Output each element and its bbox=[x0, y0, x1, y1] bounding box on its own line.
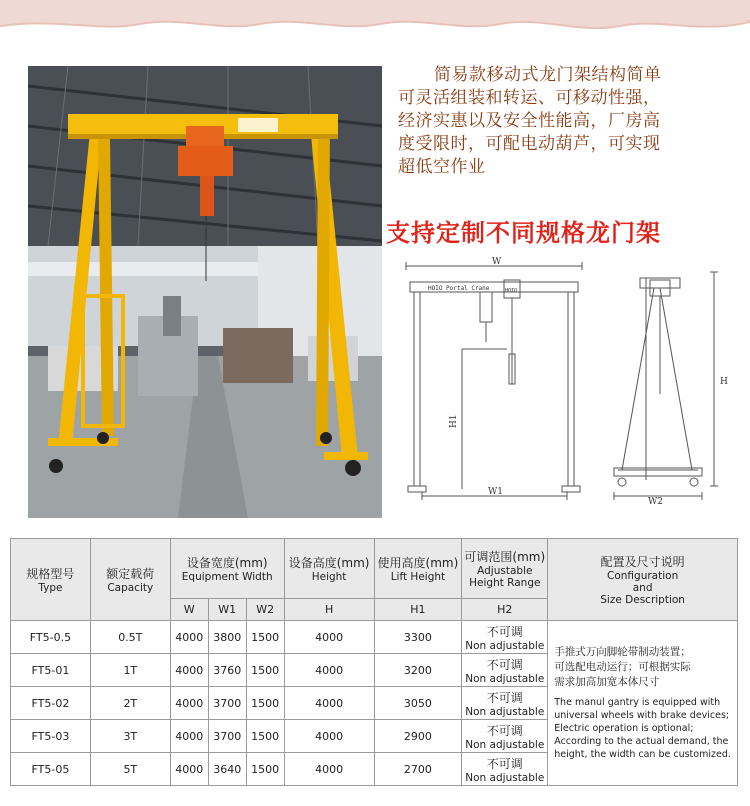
cell-capacity: 2T bbox=[90, 687, 170, 720]
cell-w2: 1500 bbox=[246, 621, 284, 654]
subheader-h2: H2 bbox=[462, 599, 548, 621]
cell-type: FT5-05 bbox=[11, 753, 91, 786]
cell-h: 4000 bbox=[284, 621, 374, 654]
cell-h2: 不可调 Non adjustable bbox=[462, 621, 548, 654]
cell-h: 4000 bbox=[284, 753, 374, 786]
dim-label-w2: W2 bbox=[648, 497, 663, 507]
subheader-w2: W2 bbox=[246, 599, 284, 621]
cell-h2: 不可调 Non adjustable bbox=[462, 654, 548, 687]
cell-type: FT5-0.5 bbox=[11, 621, 91, 654]
cell-w2: 1500 bbox=[246, 720, 284, 753]
cell-w1: 3760 bbox=[208, 654, 246, 687]
dim-label-h: H bbox=[720, 377, 728, 387]
cell-w: 4000 bbox=[170, 687, 208, 720]
cell-h2: 不可调 Non adjustable bbox=[462, 687, 548, 720]
beam-label: HOIO Portal Crane bbox=[428, 285, 490, 292]
cell-h: 4000 bbox=[284, 654, 374, 687]
header-capacity: 额定载荷 Capacity bbox=[90, 539, 170, 621]
customization-headline: 支持定制不同规格龙门架 bbox=[386, 219, 661, 247]
cell-w1: 3700 bbox=[208, 687, 246, 720]
cell-capacity: 0.5T bbox=[90, 621, 170, 654]
header-range: 可调范围(mm) Adjustable Height Range bbox=[462, 539, 548, 599]
header-model: 规格型号 Type bbox=[11, 539, 91, 621]
cell-h: 4000 bbox=[284, 720, 374, 753]
cell-h: 4000 bbox=[284, 687, 374, 720]
gantry-photo bbox=[28, 66, 382, 518]
header-config: 配置及尺寸说明 Configuration and Size Description bbox=[548, 539, 738, 621]
cell-capacity: 5T bbox=[90, 753, 170, 786]
subheader-w: W bbox=[170, 599, 208, 621]
cell-w2: 1500 bbox=[246, 654, 284, 687]
cell-w1: 3700 bbox=[208, 720, 246, 753]
cell-h1: 3300 bbox=[374, 621, 462, 654]
cell-type: FT5-03 bbox=[11, 720, 91, 753]
cell-w2: 1500 bbox=[246, 687, 284, 720]
cell-h1: 3200 bbox=[374, 654, 462, 687]
cell-w: 4000 bbox=[170, 720, 208, 753]
spec-table bbox=[10, 538, 738, 786]
product-description bbox=[398, 64, 738, 179]
cell-w: 4000 bbox=[170, 621, 208, 654]
cell-w: 4000 bbox=[170, 654, 208, 687]
cell-h2: 不可调 Non adjustable bbox=[462, 720, 548, 753]
gantry-technical-drawing bbox=[392, 254, 742, 514]
dim-label-w1: W1 bbox=[488, 487, 503, 497]
description-line: 简易款移动式龙门架结构简单 bbox=[434, 65, 662, 85]
hoist-label: HOIO bbox=[505, 288, 518, 294]
cell-w1: 3800 bbox=[208, 621, 246, 654]
cell-type: FT5-01 bbox=[11, 654, 91, 687]
header-lift-height: 使用高度(mm) Lift Height bbox=[374, 539, 462, 599]
config-description: 手推式万向脚轮带制动装置； 可选配电动运行；可根据实际 需求加高加宽本体尺寸 The manul gantry is equipped with universal wheels with brake devices; Electric operation is optional; According to the actual demand, the height, the width can be customized. bbox=[548, 621, 738, 786]
dim-label-w: W bbox=[492, 257, 502, 267]
cell-h1: 2900 bbox=[374, 720, 462, 753]
top-wave-decoration bbox=[0, 0, 750, 40]
header-height: 设备高度(mm) Height bbox=[284, 539, 374, 599]
cell-w2: 1500 bbox=[246, 753, 284, 786]
description-line: 超低空作业 bbox=[398, 157, 486, 177]
cell-h1: 2700 bbox=[374, 753, 462, 786]
cell-type: FT5-02 bbox=[11, 687, 91, 720]
subheader-w1: W1 bbox=[208, 599, 246, 621]
description-line: 可灵活组装和转运、可移动性强， bbox=[398, 88, 661, 108]
cell-capacity: 3T bbox=[90, 720, 170, 753]
description-line: 经济实惠以及安全性能高，厂房高 bbox=[398, 111, 661, 131]
header-width: 设备宽度(mm) Equipment Width bbox=[170, 539, 284, 599]
subheader-h: H bbox=[284, 599, 374, 621]
subheader-h1: H1 bbox=[374, 599, 462, 621]
description-line: 度受限时，可配电动葫芦，可实现 bbox=[398, 134, 661, 154]
cell-w: 4000 bbox=[170, 753, 208, 786]
cell-capacity: 1T bbox=[90, 654, 170, 687]
cell-h1: 3050 bbox=[374, 687, 462, 720]
cell-w1: 3640 bbox=[208, 753, 246, 786]
table-row bbox=[11, 621, 738, 654]
dim-label-h1: H1 bbox=[449, 414, 459, 428]
cell-h2: 不可调 Non adjustable bbox=[462, 753, 548, 786]
